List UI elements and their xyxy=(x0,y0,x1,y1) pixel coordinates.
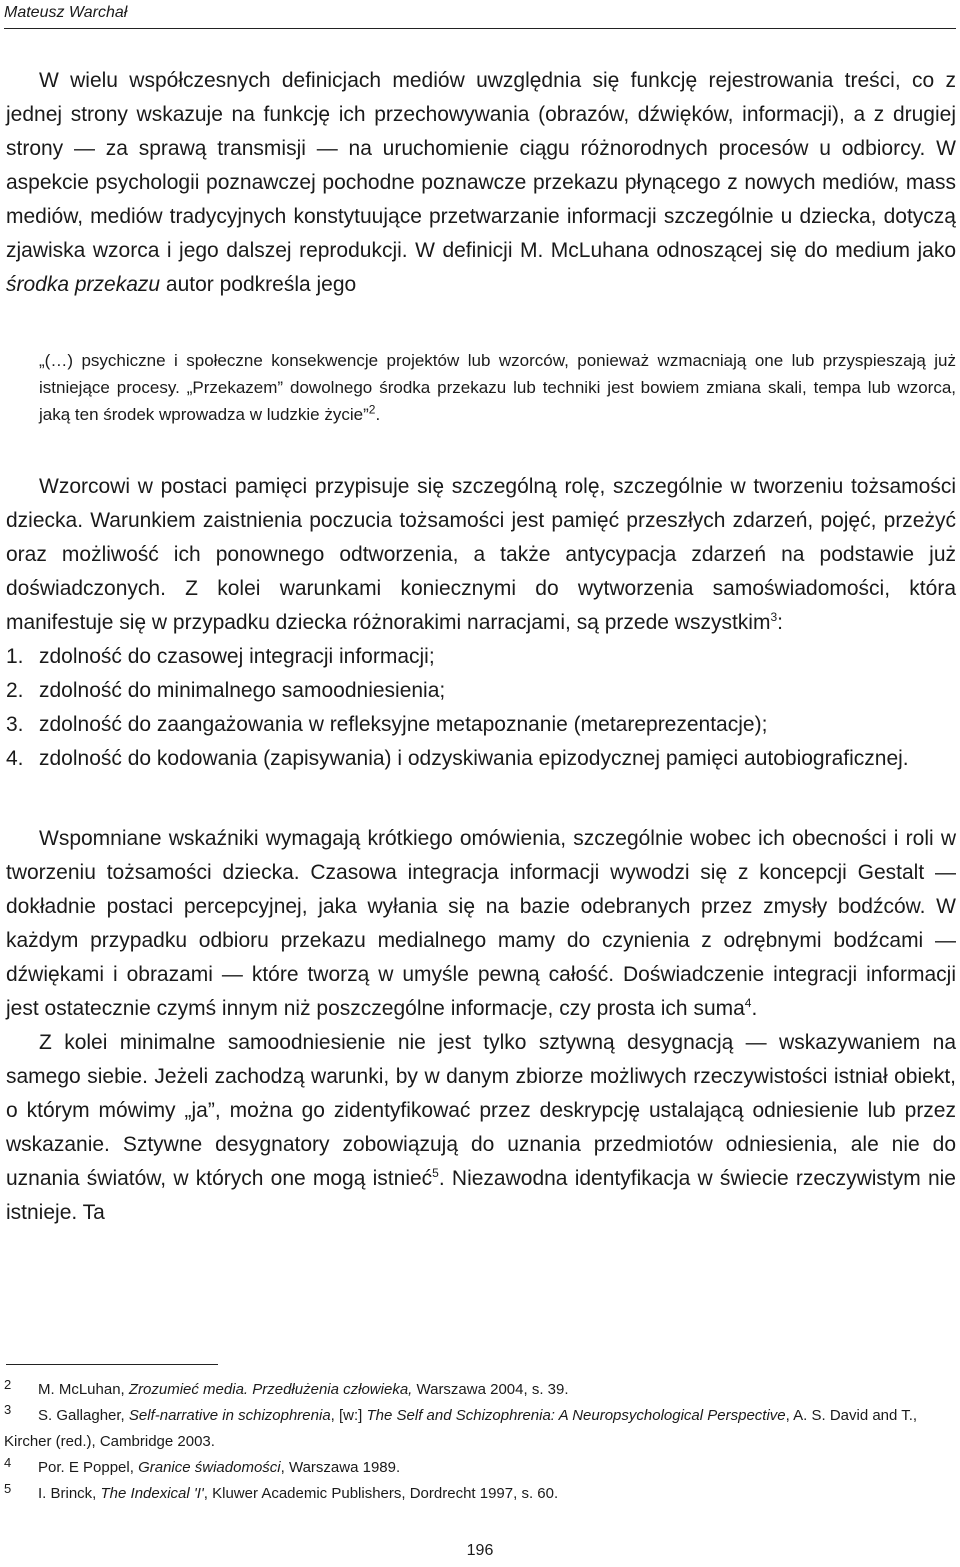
footnote-4: 4 Por. E Poppel, Granice świadomości, Warszawa 1989. xyxy=(4,1455,401,1476)
footnote-2: 2 M. McLuhan, Zrozumieć media. Przedłużenia człowieka, Warszawa 2004, s. 39. xyxy=(4,1377,569,1398)
list-item: 3. zdolność do zaangażowania w refleksyjne metapoznanie (metareprezentacje); xyxy=(6,713,768,736)
paragraph-3: Wspomniane wskaźniki wymagają krótkiego omówienia, szczególnie wobec ich obecności i roli w tworzeniu tożsamości dziecka. Czasowa integracja informacji wywodzi się z koncepcji Gestalt — dokładnie postaci percepcyjnej, jaka wyłania się na bazie odebranych przez zmysły bodźców. W każdym przypadku odbioru przekazu medialnego mamy do czynienia z odrębnymi bodźcami — dźwiękami i obrazami — które tworzą w umyśle pewną całość. Doświadczenie integracji informacji jest ostatecznie czymś innym niż poszczególne informacje, czy prosta ich suma$^4$. xyxy=(6,827,956,1020)
numbered-list xyxy=(6,640,956,776)
header-author: Mateusz Warchał xyxy=(4,4,128,21)
footnote-3: 3 S. Gallagher, Self-narrative in schizophrenia, [w:] The Self and Schizophrenia: A Neuropsychological Perspective, A. S. David and T., Kircher (red.), Cambridge 2003. xyxy=(4,1402,918,1450)
paragraph-1: W wielu współczesnych definicjach mediów uwzględnia się funkcję rejestrowania treści, co z jednej strony wskazuje na funkcję ich przechowywania (obrazów, dźwięków, informacji), a z drugiej strony — za sprawą transmisji — na uruchomienie ciągu różnorodnych procesów u odbiorcy. W aspekcie psychologii poznawczej pochodne poznawcze przekazu płynącego z nowych mediów, mass mediów, mediów tradycyjnych konstytuujące przetwarzanie informacji szczególnie u dziecka, dotyczą zjawiska wzorca i jego dalszej reprodukcji. W definicji M. McLuhana odnoszącej się do medium jako środka przekazu autor podkreśla jego xyxy=(6,69,956,296)
page-number: 196 xyxy=(466,1542,494,1559)
footnote-ref-5: 5 xyxy=(432,1166,439,1180)
footnotes xyxy=(4,1377,954,1507)
footnote-ref-3: 3 xyxy=(770,610,778,624)
footnote-ref-2: 2 xyxy=(368,402,376,417)
italic-phrase: środka przekazu xyxy=(6,273,161,296)
list-item: 2. zdolność do minimalnego samoodniesienia; xyxy=(6,679,446,702)
main-text xyxy=(6,64,956,1230)
list-item: 4. zdolność do kodowania (zapisywania) i odzyskiwania epizodycznej pamięci autobiograficznej. xyxy=(6,747,909,770)
running-header xyxy=(4,2,956,29)
footnote-ref-4: 4 xyxy=(744,996,752,1010)
paragraph-2: Wzorcowi w postaci pamięci przypisuje się szczególną rolę, szczególnie w tworzeniu tożsamości dziecka. Warunkiem zaistnienia poczucia tożsamości jest pamięć przeszłych zdarzeń, pojęć, przeżyć oraz możliwość ich ponownego odtworzenia, a także antycypacja zdarzeń na podstawie już doświadczonych. Z kolei warunkami koniecznymi do wytworzenia samoświadomości, która manifestuje się w przypadku dziecka różnorakimi narracjami, są przede wszystkim$^3$: xyxy=(6,475,956,634)
footnote-5: 5 I. Brinck, The Indexical 'I', Kluwer Academic Publishers, Dordrecht 1997, s. 60. xyxy=(4,1481,559,1502)
list-item: 1. zdolność do czasowej integracji informacji; xyxy=(6,645,435,668)
block-quote: „(…) psychiczne i społeczne konsekwencje projektów lub wzorców, ponieważ wzmacniają one lub przyspieszają już istniejące procesy. „Przekazem” dowolnego środka przekazu lub techniki jest bowiem zmiana skali, tempa lub wzorca, jaką ten środek wprowadza w ludzkie życie”$^2$. xyxy=(39,351,956,424)
footnote-divider xyxy=(6,1364,218,1365)
paragraph-4: Z kolei minimalne samoodniesienie nie jest tylko sztywną desygnacją — wskazywaniem na samego siebie. Jeżeli zachodzą warunki, by w danym zbiorze możliwych rzeczywistości istniał obiekt, o którym mówimy „ja”, można go zidentyfikować przez deskrypcję ustalającą odniesienie lub przez wskazanie. Sztywne desygnatory zobowiązują do uznania przedmiotów odniesienia, ale nie do uznania światów, w których one mogą istnieć$^5$. Niezawodna identyfikacja w świecie rzeczywistym nie istnieje. Ta xyxy=(6,1031,956,1224)
